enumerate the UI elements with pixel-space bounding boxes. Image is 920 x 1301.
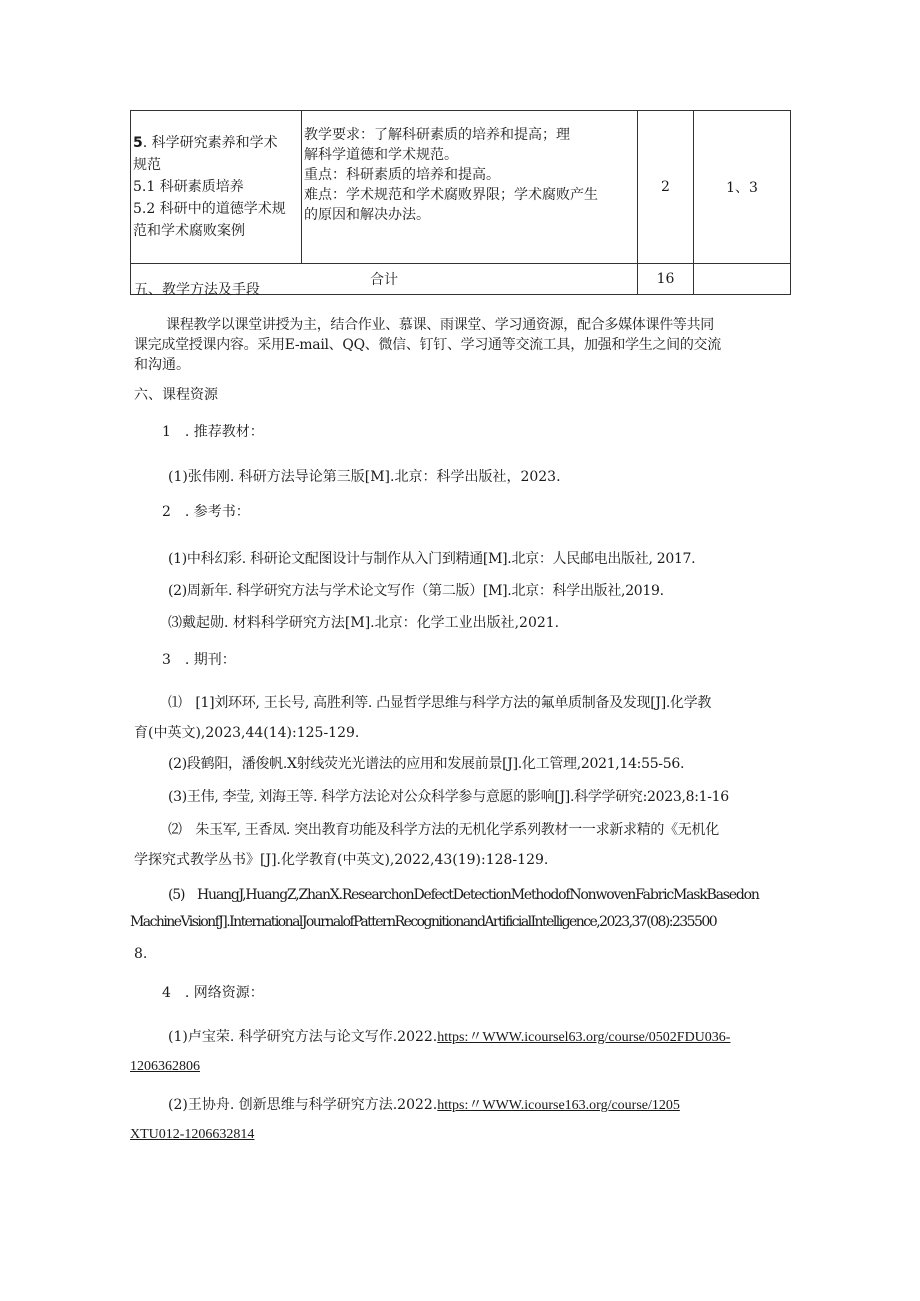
total-objectives [694,264,791,295]
textbook-item: (1)张伟刚. 科研方法导论第三版[M].北京：科学出版社，2023. [168,469,561,485]
textbook-heading: 1 . 推荐教材： [162,424,264,440]
web-item [168,1026,730,1046]
topic-title-cont: 规范 [133,157,161,173]
methods-paragraph-line: 课程教学以课堂讲授为主，结合作业、慕课、雨课堂、学习通资源，配合多媒体课件等共同 [166,317,714,333]
journal-item-cont: MachineVisionfJ].InternationalJournalofPatternRecognitionandArtificialIntelligence,2023,37(08):235500 [130,914,717,930]
methods-paragraph-line: 课完成堂授课内容。采用E-mail、QQ、微信、钉钉、学习通等交流工具，加强和学生之间的交流 [134,337,721,353]
topic-cell [131,111,302,264]
web-item-link-cont [130,1126,254,1143]
reference-item: (1)中科幻彩. 科研论文配图设计与制作从入门到精通[M].北京：人民邮电出版社, 2017. [168,551,696,567]
subtopic: 5.1 科研素质培养 [133,179,244,195]
teaching-requirement: 教学要求：了解科研素质的培养和提高；理 [304,127,570,143]
web-item-link[interactable]: https:〃WWW.icoursel63.org/course/0502FDU036- [437,1030,731,1045]
methods-paragraph-line: 和沟通。 [134,357,190,373]
web-heading: 4 . 网络资源： [162,985,264,1001]
reference-heading: 2 . 参考书： [162,504,250,520]
journal-heading: 3 . 期刊： [162,652,236,668]
web-item-text: (2)王协舟. 创新思维与科学研究方法.2022. [168,1097,438,1113]
journal-item: ⑴ [1]刘环环, 王长号, 高胜利等. 凸显哲学思维与科学方法的氟单质制备及发现[J].化学教 [168,695,712,711]
journal-item: (5) HuangJ,HuangZ,ZhanX.ResearchonDefectDetectionMethodofNonwovenFabricMaskBasedon [168,887,759,903]
journal-item: (3)王伟, 李莹, 刘海王等. 科学方法论对公众科学参与意愿的影响[J].科学学研究:2023,8:1-16 [168,789,729,805]
difficulty-cont: 的原因和解决办法。 [304,207,430,223]
web-item-text: (1)卢宝荣. 科学研究方法与论文写作.2022. [168,1029,438,1045]
web-item-link-cont [130,1058,200,1075]
journal-item: (2)段鹤阳，潘俊帆.X射线荧光光谱法的应用和发展前景[J].化工管理,2021,14:55-56. [168,756,685,772]
subtopic-cont: 范和学术腐败案例 [133,223,245,239]
syllabus-table [130,110,791,295]
total-label: 合计 [131,264,638,295]
hours-cell: 2 [638,111,694,264]
reference-item: ⑶戴起勋. 材料科学研究方法[M].北京：化学工业出版社,2021. [168,615,560,631]
table-row [131,111,791,264]
journal-item-cont: 8. [134,946,148,962]
total-hours: 16 [638,264,694,295]
requirements-cell [302,111,638,264]
subtopic: 5.2 科研中的道德学术规 [133,201,286,217]
key-point: 重点：科研素质的培养和提高。 [304,167,500,183]
teaching-requirement-cont: 解科学道德和学术规范。 [304,147,458,163]
web-item-link[interactable]: https:〃WWW.icourse163.org/course/1205 [437,1098,680,1113]
journal-item-cont: 育(中英文),2023,44(14):125-129. [134,725,360,741]
difficulty: 难点：学术规范和学术腐败界限；学术腐败产生 [304,187,598,203]
web-item-link[interactable]: 1206362806 [130,1059,200,1074]
section-heading-methods: 五、教学方法及手段 [134,282,260,298]
journal-item-cont: 学探究式教学丛书》[J].化学教育(中英文),2022,43(19):128-129. [134,852,549,868]
web-item-link[interactable]: XTU012-1206632814 [130,1127,255,1142]
section-heading-resources: 六、课程资源 [134,387,218,403]
objectives-cell: 1、3 [694,111,791,264]
topic-title: 5. 科学研究素养和学术 [133,135,278,151]
journal-item: ⑵ 朱玉军, 王香凤. 突出教育功能及科学方法的无机化学系列教材一一求新求精的《无机化 [168,822,719,838]
reference-item: (2)周新年. 科学研究方法与学术论文写作（第二版）[M].北京：科学出版社,2019. [168,583,664,599]
web-item [168,1094,680,1114]
